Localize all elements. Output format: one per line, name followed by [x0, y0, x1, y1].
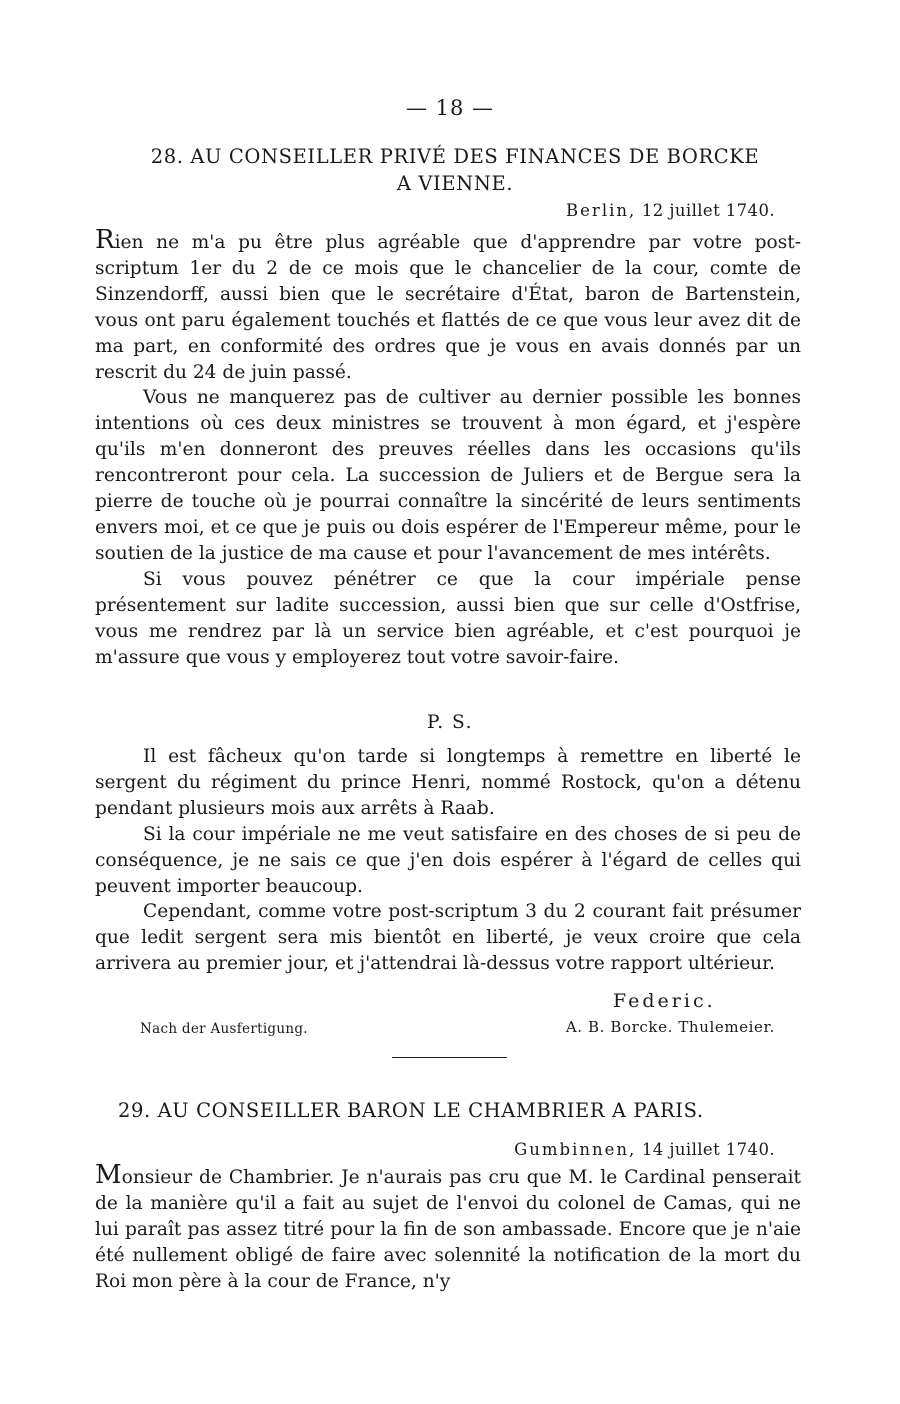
letter-29-paragraph-1	[95, 1160, 801, 1295]
letter-29-heading: 29. AU CONSEILLER BARON LE CHAMBRIER A PARIS.	[118, 1099, 704, 1122]
letter-29-paragraph-1-text: onsieur de Chambrier. Je n'aurais pas cru que M. le Cardinal penserait de la manière qu'il a fait au sujet de l'envoi du colonel de Camas, qui ne lui paraît pas assez titré pour la fin de son ambassade. Encore que je n'aie été nullement obligé de faire avec solennité la notification de la mort du Roi mon père à la cour de France, n'y	[95, 1167, 801, 1292]
letter-29-date: 14 juillet 1740.	[641, 1140, 775, 1159]
postscript-heading: P. S.	[426, 712, 474, 733]
postscript-paragraph-2: Si la cour impériale ne me veut satisfaire en des choses de si peu de conséquence, je ne sais ce que j'en dois espérer à l'égard de celles qui peuvent importer beaucoup.	[95, 823, 801, 897]
letter-28-paragraph-1-text: ien ne m'a pu être plus agréable que d'apprendre par votre post-scriptum 1er du 2 de ce mois que le chancelier de la cour, comte de Sinzendorff, aussi bien que le secrétaire d'État, baron de Bartenstein, vous ont paru également touchés et flattés de ce que vous leur avez dit de ma part, en conformité des ordres que je vous en avais donnés par un rescrit du 24 de juin passé.	[95, 232, 801, 383]
section-divider	[392, 1057, 507, 1058]
letter-29-body	[95, 1160, 801, 1295]
letter-28-heading	[110, 143, 800, 197]
countersignatures: A. B. Borcke. Thulemeier.	[565, 1018, 775, 1036]
letter-29-dateline	[514, 1140, 775, 1159]
postscript-paragraph-3: Cependant, comme votre post-scriptum 3 du 2 courant fait présumer que ledit sergent sera mis bientôt en liberté, je veux croire que cela arrivera au premier jour, et j'attendrai là-dessus votre rapport ultérieur.	[95, 901, 801, 975]
letter-28-paragraph-3: Si vous pouvez pénétrer ce que la cour impériale pense présentement sur ladite succession, aussi bien que sur celle d'Ostfrise, vous me rendrez par là un service bien agréable, et c'est pourquoi je m'assure que vous y employerez tout votre savoir-faire.	[95, 568, 801, 668]
letter-28-dateline	[566, 201, 775, 220]
letter-28-body	[95, 225, 801, 670]
letter-28-paragraph-2: Vous ne manquerez pas de cultiver au dernier possible les bonnes intentions où ces deux ministres se trouvent à mon égard, et j'espère qu'ils m'en donneront des preuves réelles dans les occasions qu'ils rencontreront pour cela. La succession de Juliers et de Bergue sera la pierre de touche où je pourrai connaître la sincérité de leurs sentiments envers moi, et ce que je puis ou dois espérer de l'Empereur même, pour le soutien de la justice de ma cause et pour l'avancement de mes intérêts.	[95, 387, 801, 564]
letter-28-paragraph-1	[95, 225, 801, 385]
letter-28-date: 12 juillet 1740.	[641, 201, 775, 220]
letter-28-date-place: Berlin,	[566, 201, 637, 220]
postscript-paragraph-1: Il est fâcheux qu'on tarde si longtemps à remettre en liberté le sergent du régiment du prince Henri, nommé Rostock, qu'on a détenu pendant plusieurs mois aux arrêts à Raab.	[95, 746, 801, 819]
letter-29-date-place: Gumbinnen,	[514, 1140, 637, 1159]
source-note: Nach der Ausfertigung.	[140, 1021, 308, 1037]
letter-28-initial: R	[95, 225, 115, 255]
postscript-body	[95, 744, 801, 977]
letter-28-heading-line2: A VIENNE.	[396, 172, 514, 195]
page-number: — 18 —	[405, 96, 495, 120]
letter-29-initial: M	[95, 1160, 122, 1190]
signature: Federic.	[613, 990, 716, 1012]
letter-28-heading-line1: 28. AU CONSEILLER PRIVÉ DES FINANCES DE BORCKE	[150, 145, 760, 168]
